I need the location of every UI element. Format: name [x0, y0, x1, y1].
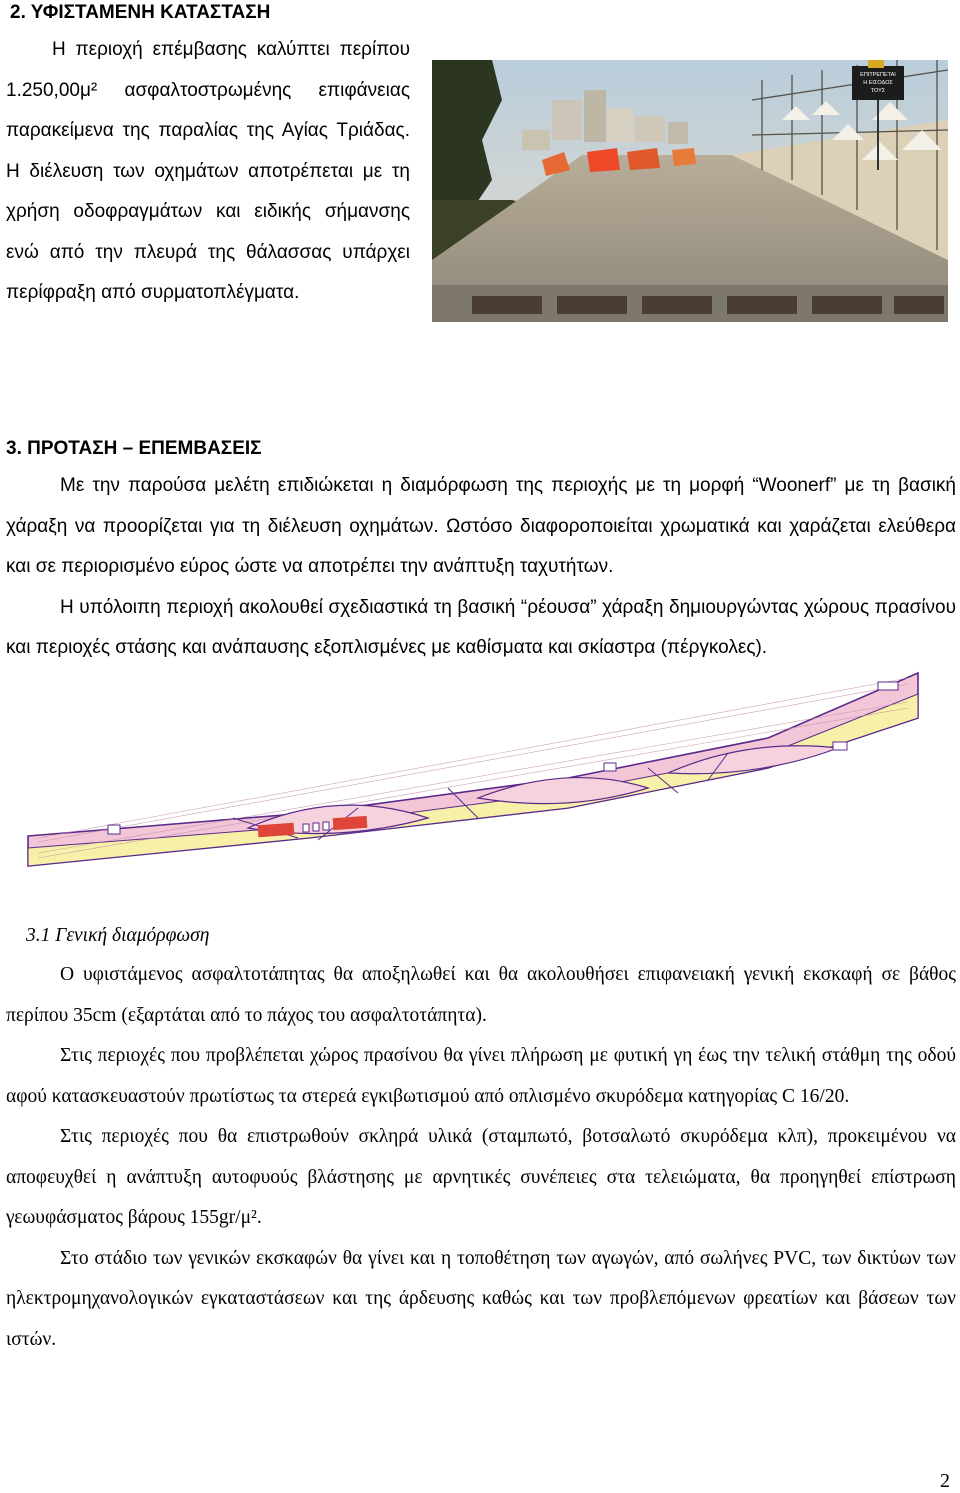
- sign-text: Η ΕΙΣΟΔΟΣ: [863, 80, 893, 86]
- section-3-text: [6, 466, 956, 669]
- subsection-heading: 3.1 Γενική διαμόρφωση: [26, 925, 210, 946]
- paragraph: Στις περιοχές που προβλέπεται χώρος πρασίνου θα γίνει πλήρωση με φυτική γη έως την τελική στάθμη της οδού αφού κατασκευαστούν πρωτίστως τα στερεά εγκιβωτισμού από οπλισμένο σκυρόδεμα κατηγορίας C 16/20.: [6, 1045, 956, 1107]
- section-2-text: [6, 30, 410, 314]
- sign-text: ΕΠΙΤΡΕΠΕΤΑΙ: [860, 72, 896, 78]
- section-heading: 3. ΠΡΟΤΑΣΗ – ΕΠΕΜΒΑΣΕΙΣ: [6, 438, 262, 459]
- page-number: 2: [940, 1470, 950, 1492]
- site-photo: [432, 60, 948, 322]
- paragraph: Η περιοχή επέμβασης καλύπτει περίπου 1.250,00μ² ασφαλτοστρωμένης επιφάνειας παρακείμενα της παραλίας της Αγίας Τριάδας. Η διέλευση των οχημάτων αποτρέπεται με τη χρήση οδοφραγμάτων και ειδικής σήμανσης ενώ από την πλευρά της θάλασσας υπάρχει περίφραξη από συρματοπλέγματα.: [6, 39, 410, 303]
- paragraph: Ο υφιστάμενος ασφαλτοτάπητας θα αποξηλωθεί και θα ακολουθήσει επιφανειακή γενική εκσκαφή σε βάθος περίπου 35cm (εξαρτάται από το πάχος του ασφαλτοτάπητα).: [6, 964, 956, 1026]
- paragraph: Με την παρούσα μελέτη επιδιώκεται η διαμόρφωση της περιοχής με τη μορφή “Woonerf” με τη βασική χάραξη να προορίζεται για τη διέλευση οχημάτων. Ωστόσο διαφοροποιείται χρωματικά και χαράζεται ελεύθερα και σε περιορισμένο εύρος ώστε να αποτρέπει την ανάπτυξη ταχυτήτων.: [6, 475, 956, 577]
- section-3-1-text: [6, 955, 956, 1360]
- sign-text: ΤΟΥΣ: [870, 88, 886, 94]
- paragraph: Στις περιοχές που θα επιστρωθούν σκληρά υλικά (σταμπωτό, βοτσαλωτό σκυρόδεμα κλπ), προκειμένου να αποφευχθεί η ανάπτυξη αυτοφυούς βλάστησης με αρνητικές συνέπειες στα τελειώματα, θα προηγηθεί επίστρωση γεωυφάσματος βάρους 155gr/μ².: [6, 1126, 956, 1228]
- section-heading: 2. ΥΦΙΣΤΑΜΕΝΗ ΚΑΤΑΣΤΑΣΗ: [10, 2, 271, 23]
- paragraph: Στο στάδιο των γενικών εκσκαφών θα γίνει και η τοποθέτηση των αγωγών, από σωλήνες PVC, των δικτύων των ηλεκτρομηχανολογικών εγκαταστάσεων και της άρδευσης καθώς και των προβλεπόμενων φρεατίων και βάσεων των ιστών.: [6, 1247, 956, 1350]
- paragraph: Η υπόλοιπη περιοχή ακολουθεί σχεδιαστικά τη βασική “ρέουσα” χάραξη δημιουργώντας χώρους πρασίνου και περιοχές στάσης και ανάπαυσης εξοπλισμένες με καθίσματα και σκίαστρα (πέργκολες).: [6, 596, 956, 658]
- site-plan-drawing: [8, 668, 928, 868]
